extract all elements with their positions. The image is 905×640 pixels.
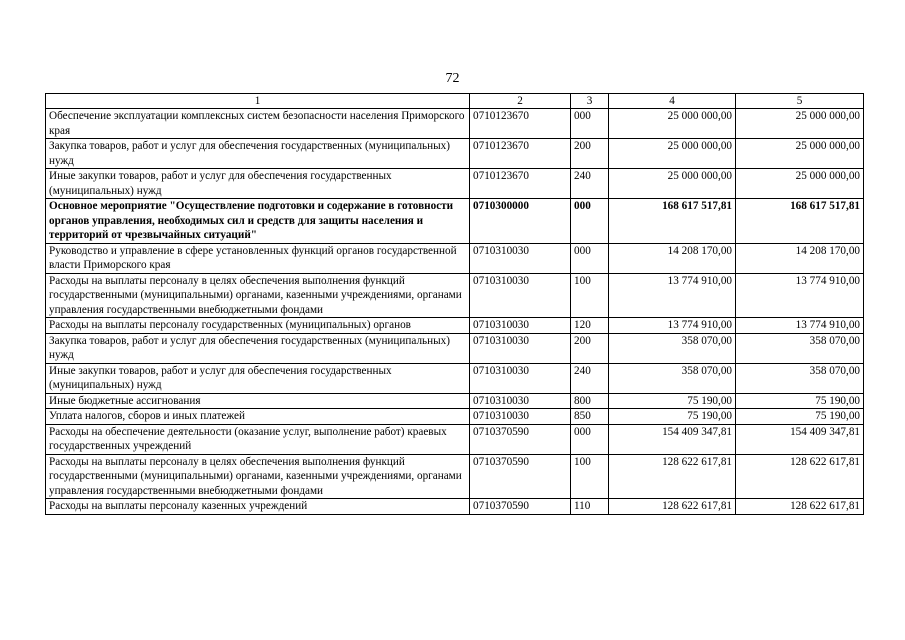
row-amount-1-cell: 75 190,00	[609, 393, 736, 409]
table-row	[46, 499, 864, 515]
row-code-cell: 0710123670	[470, 139, 571, 169]
row-amount-2-cell: 154 409 347,81	[736, 424, 864, 454]
table-row	[46, 243, 864, 273]
row-name-cell: Обеспечение эксплуатации комплексных систем безопасности населения Приморского края	[46, 109, 470, 139]
header-row	[46, 94, 864, 109]
row-type-cell: 110	[571, 499, 609, 515]
table-row	[46, 139, 864, 169]
row-type-cell: 000	[571, 109, 609, 139]
table-row	[46, 273, 864, 318]
row-name-cell: Основное мероприятие "Осуществление подготовки и содержание в готовности органов управления, необходимых сил и средств для защиты населения и территорий от чрезвычайных ситуаций"	[46, 199, 470, 244]
row-code-cell: 0710310030	[470, 243, 571, 273]
row-type-cell: 850	[571, 409, 609, 425]
row-amount-2-cell: 128 622 617,81	[736, 499, 864, 515]
row-amount-1-cell: 25 000 000,00	[609, 109, 736, 139]
row-code-cell: 0710123670	[470, 169, 571, 199]
row-type-cell: 000	[571, 424, 609, 454]
row-amount-1-cell: 25 000 000,00	[609, 169, 736, 199]
page-number: 72	[445, 71, 460, 86]
row-code-cell: 0710370590	[470, 424, 571, 454]
table-row	[46, 393, 864, 409]
row-type-cell: 200	[571, 139, 609, 169]
row-code-cell: 0710310030	[470, 409, 571, 425]
row-amount-1-cell: 128 622 617,81	[609, 454, 736, 499]
row-amount-2-cell: 358 070,00	[736, 363, 864, 393]
row-name-cell: Расходы на выплаты персоналу государственных (муниципальных) органов	[46, 318, 470, 334]
row-type-cell: 000	[571, 199, 609, 244]
table-row	[46, 424, 864, 454]
row-name-cell: Расходы на выплаты персоналу казенных учреждений	[46, 499, 470, 515]
table-row	[46, 199, 864, 244]
table-body	[46, 109, 864, 515]
row-code-cell: 0710310030	[470, 273, 571, 318]
row-code-cell: 0710123670	[470, 109, 571, 139]
row-amount-2-cell: 14 208 170,00	[736, 243, 864, 273]
row-name-cell: Уплата налогов, сборов и иных платежей	[46, 409, 470, 425]
row-type-cell: 120	[571, 318, 609, 334]
table-row	[46, 333, 864, 363]
row-name-cell: Расходы на обеспечение деятельности (оказание услуг, выполнение работ) краевых государственных учреждений	[46, 424, 470, 454]
row-code-cell: 0710370590	[470, 499, 571, 515]
row-code-cell: 0710310030	[470, 318, 571, 334]
row-code-cell: 0710370590	[470, 454, 571, 499]
row-name-cell: Закупка товаров, работ и услуг для обеспечения государственных (муниципальных) нужд	[46, 333, 470, 363]
row-name-cell: Руководство и управление в сфере установленных функций органов государственной власти Приморского края	[46, 243, 470, 273]
table-row	[46, 318, 864, 334]
row-type-cell: 000	[571, 243, 609, 273]
table-row	[46, 169, 864, 199]
header-col-2: 2	[470, 94, 571, 109]
row-name-cell: Иные закупки товаров, работ и услуг для обеспечения государственных (муниципальных) нужд	[46, 363, 470, 393]
row-type-cell: 240	[571, 169, 609, 199]
row-amount-1-cell: 25 000 000,00	[609, 139, 736, 169]
row-name-cell: Закупка товаров, работ и услуг для обеспечения государственных (муниципальных) нужд	[46, 139, 470, 169]
row-code-cell: 0710300000	[470, 199, 571, 244]
row-name-cell: Расходы на выплаты персоналу в целях обеспечения выполнения функций государственными (муниципальными) органами, казенными учреждениями, органами управления государственными внебюджетными фондами	[46, 454, 470, 499]
table-row	[46, 109, 864, 139]
row-amount-1-cell: 75 190,00	[609, 409, 736, 425]
row-amount-1-cell: 13 774 910,00	[609, 318, 736, 334]
table-row	[46, 409, 864, 425]
row-amount-1-cell: 358 070,00	[609, 363, 736, 393]
row-amount-1-cell: 168 617 517,81	[609, 199, 736, 244]
budget-table	[45, 93, 864, 515]
row-amount-2-cell: 13 774 910,00	[736, 318, 864, 334]
row-amount-2-cell: 358 070,00	[736, 333, 864, 363]
row-amount-1-cell: 128 622 617,81	[609, 499, 736, 515]
row-amount-2-cell: 25 000 000,00	[736, 109, 864, 139]
table-row	[46, 454, 864, 499]
row-amount-1-cell: 358 070,00	[609, 333, 736, 363]
row-type-cell: 800	[571, 393, 609, 409]
row-amount-2-cell: 128 622 617,81	[736, 454, 864, 499]
table-row	[46, 363, 864, 393]
row-amount-2-cell: 168 617 517,81	[736, 199, 864, 244]
row-type-cell: 100	[571, 273, 609, 318]
row-code-cell: 0710310030	[470, 363, 571, 393]
header-col-5: 5	[736, 94, 864, 109]
row-amount-2-cell: 75 190,00	[736, 409, 864, 425]
header-col-4: 4	[609, 94, 736, 109]
row-amount-1-cell: 14 208 170,00	[609, 243, 736, 273]
row-name-cell: Расходы на выплаты персоналу в целях обеспечения выполнения функций государственными (муниципальными) органами, казенными учреждениями, органами управления государственными внебюджетными фондами	[46, 273, 470, 318]
header-col-3: 3	[571, 94, 609, 109]
header-col-1: 1	[46, 94, 470, 109]
row-amount-2-cell: 25 000 000,00	[736, 169, 864, 199]
row-type-cell: 200	[571, 333, 609, 363]
row-amount-2-cell: 25 000 000,00	[736, 139, 864, 169]
row-type-cell: 100	[571, 454, 609, 499]
row-type-cell: 240	[571, 363, 609, 393]
row-amount-2-cell: 75 190,00	[736, 393, 864, 409]
row-code-cell: 0710310030	[470, 393, 571, 409]
row-name-cell: Иные закупки товаров, работ и услуг для обеспечения государственных (муниципальных) нужд	[46, 169, 470, 199]
row-amount-1-cell: 13 774 910,00	[609, 273, 736, 318]
row-amount-2-cell: 13 774 910,00	[736, 273, 864, 318]
row-code-cell: 0710310030	[470, 333, 571, 363]
row-name-cell: Иные бюджетные ассигнования	[46, 393, 470, 409]
row-amount-1-cell: 154 409 347,81	[609, 424, 736, 454]
